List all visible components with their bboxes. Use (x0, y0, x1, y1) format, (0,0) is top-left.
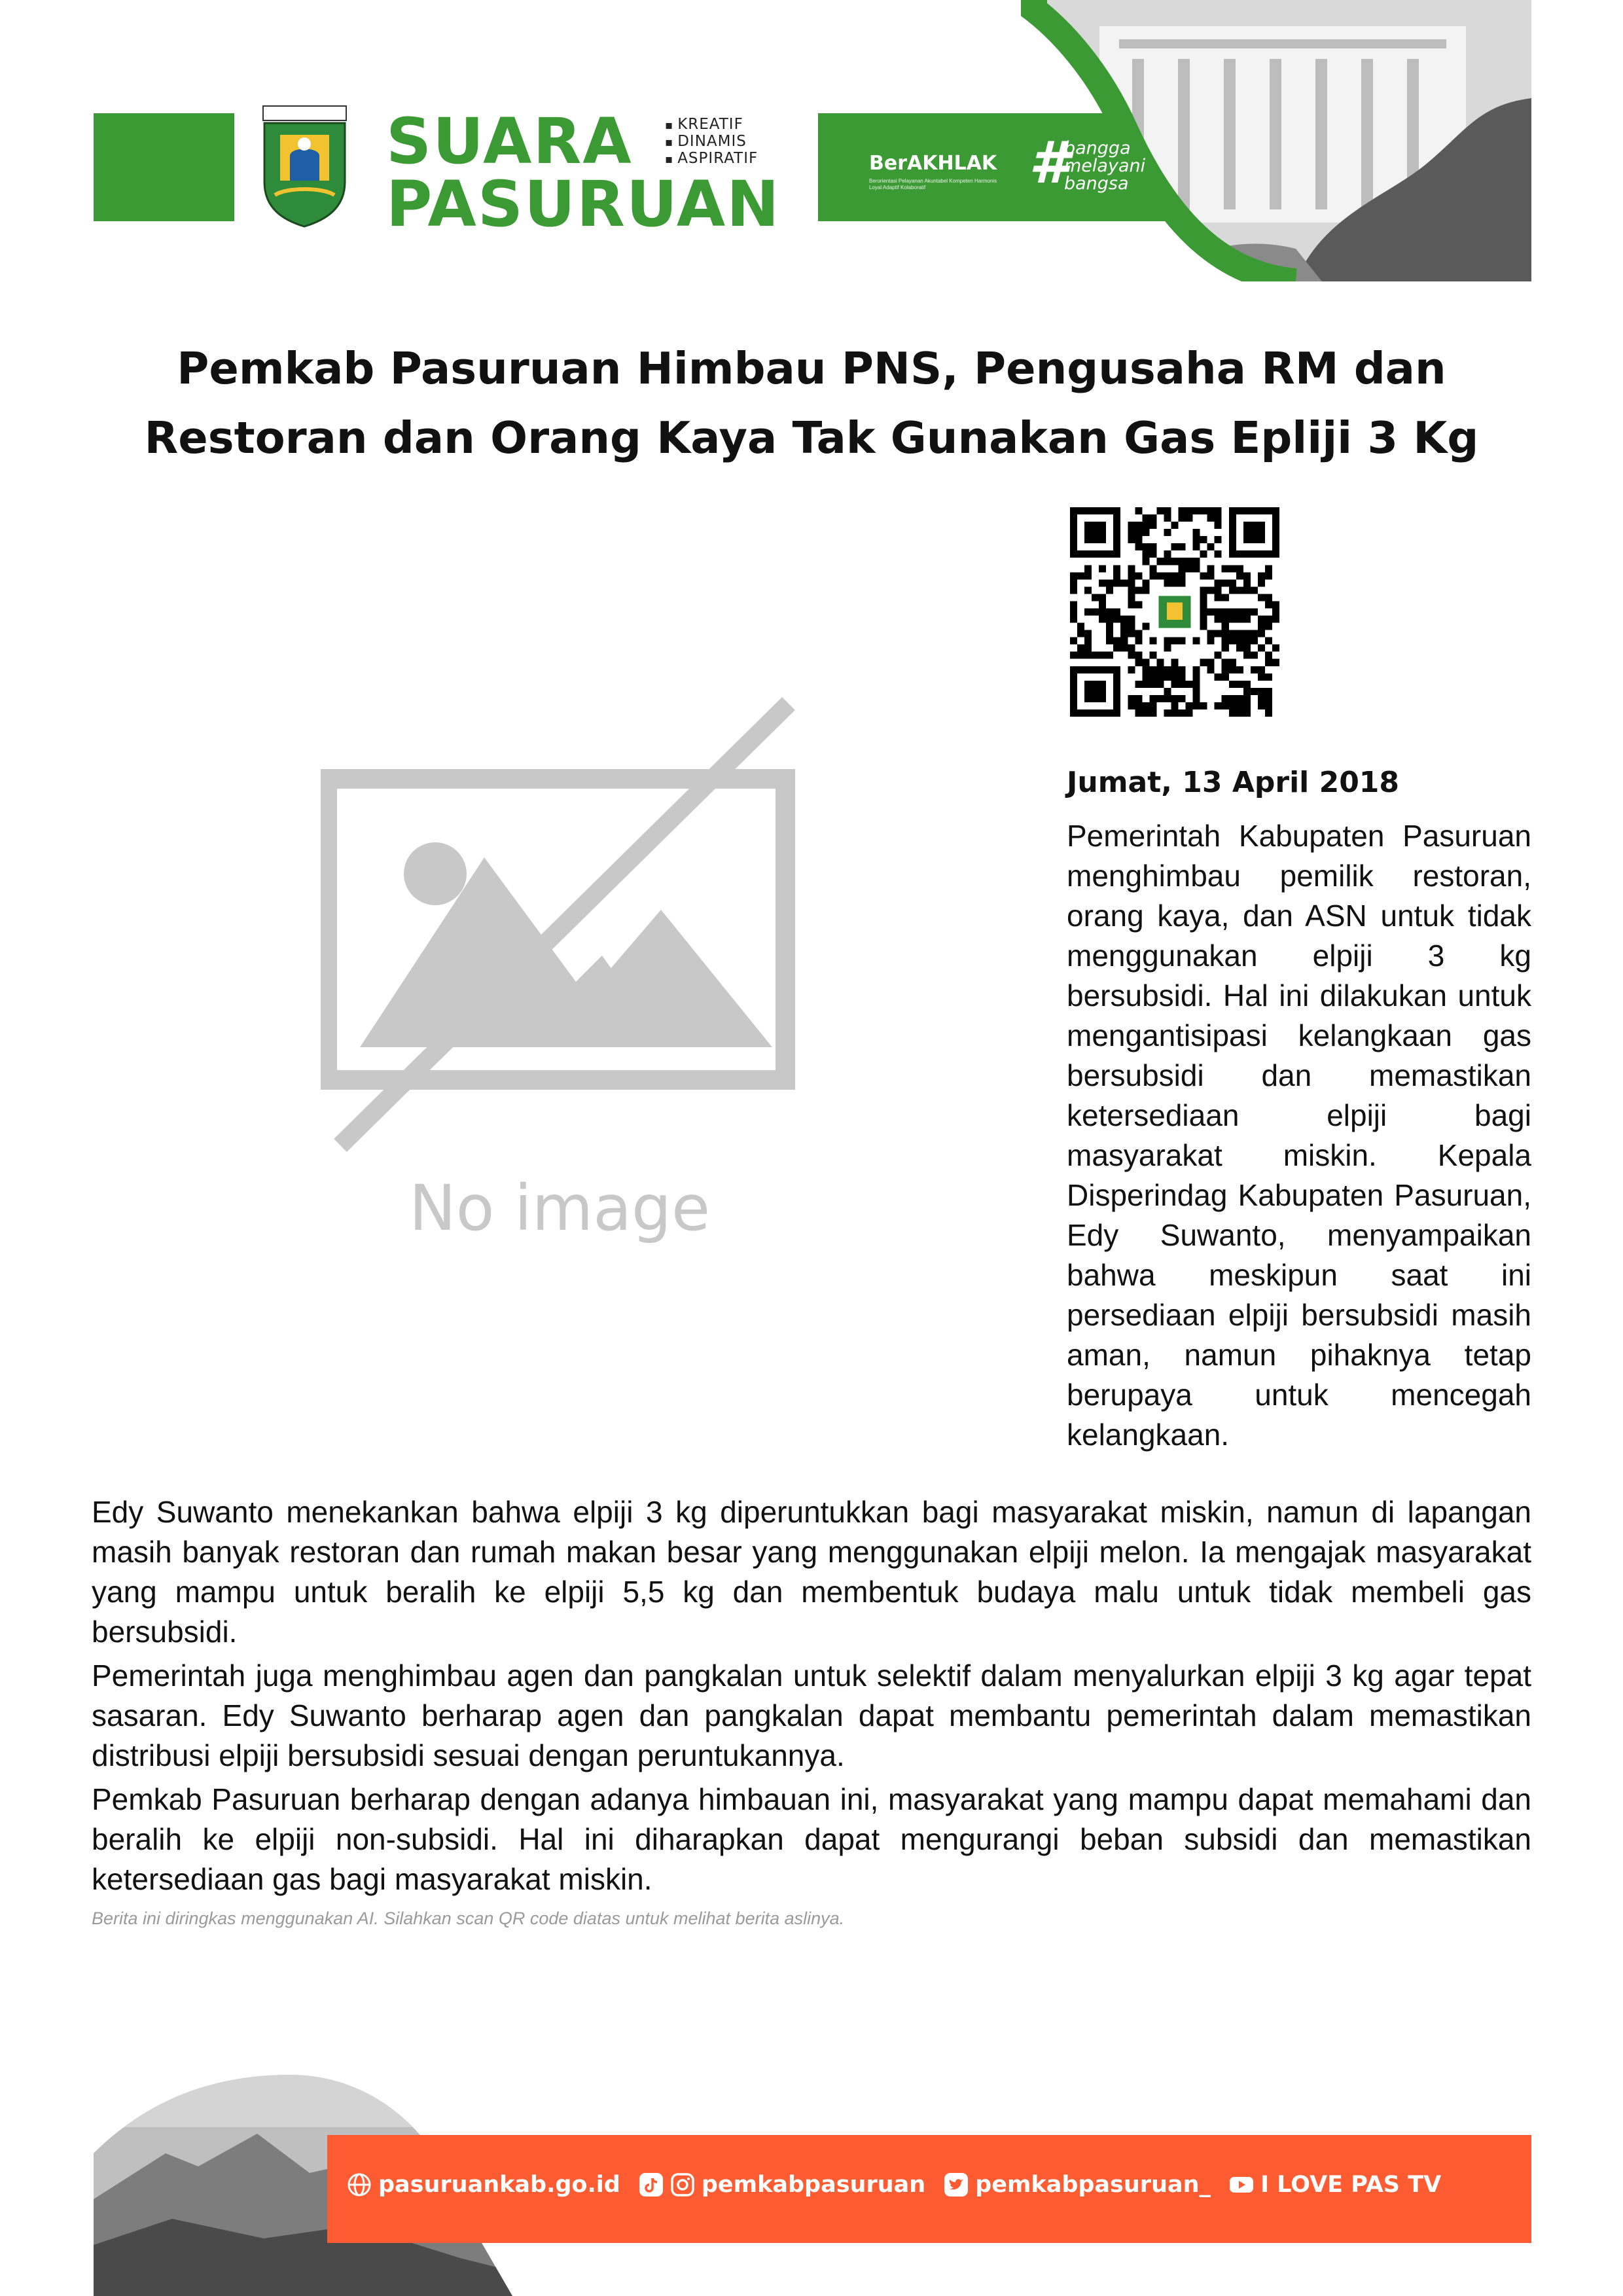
tiktok-instagram-handle: pemkabpasuruan (701, 2172, 926, 2198)
footer-youtube-link[interactable] (1229, 2172, 1441, 2198)
header-green-bar-left (94, 113, 234, 221)
article-title (79, 334, 1544, 473)
berakhlak-subtitle: Berorientasi Pelayanan Akuntabel Kompeten Harmonis Loyal Adaptif Kolaboratif (869, 178, 997, 190)
slogan-line: bangga (1064, 138, 1131, 158)
no-image-label: No image (408, 1172, 711, 1245)
pasuruan-crest-logo (260, 103, 349, 228)
footer-tiktok-instagram-link[interactable] (639, 2172, 925, 2198)
article-date: Jumat, 13 April 2018 (1067, 766, 1400, 799)
footer-twitter-link[interactable] (944, 2172, 1211, 2198)
brand-line-1: SUARA (386, 105, 633, 178)
tagline-item: ▪ ASPIRATIF (665, 151, 758, 168)
tagline-item: ▪ DINAMIS (665, 134, 758, 151)
title-line-2: Restoran dan Orang Kaya Tak Gunakan Gas Epliji 3 Kg (144, 412, 1479, 463)
ai-summary-note: Berita ini diringkas menggunakan AI. Silahkan scan QR code diatas untuk melihat berita aslinya. (92, 1909, 845, 1928)
slogan (1064, 139, 1145, 192)
youtube-channel: I LOVE PAS TV (1260, 2172, 1442, 2198)
instagram-icon (670, 2172, 695, 2197)
article-paragraph: Edy Suwanto menekankan bahwa elpiji 3 kg diperuntukkan bagi masyarakat miskin, namun di lapangan masih banyak restoran dan rumah makan besar yang menggunakan elpiji melon. Ia mengajak masyarakat yang mampu untuk beralih ke elpiji 5,5 kg dan membentuk budaya malu untuk tidak membeli gas bersubsidi. (92, 1495, 1531, 1649)
twitter-icon (944, 2172, 969, 2197)
globe-icon (347, 2172, 372, 2197)
berakhlak-logo: BerAKHLAK (869, 152, 997, 175)
slogan-line: bangsa (1064, 173, 1129, 194)
qr-code[interactable] (1070, 507, 1279, 717)
article-lead: Pemerintah Kabupaten Pasuruan menghimbau pemilik restoran, orang kaya, dan ASN untuk tidak menggunakan elpiji 3 kg bersubsidi. Hal ini dilakukan untuk mengantisipasi kelangkaan gas bersubsidi dan memastikan ketersediaan elpiji bagi masyarakat miskin. Kepala Disperindag Kabupaten Pasuruan, Edy Suwanto, menyampaikan bahwa meskipun saat ini persediaan elpiji bersubsidi masih aman, namun pihaknya tetap berupaya untuk mencegah kelangkaan. (1067, 819, 1531, 1452)
youtube-icon (1229, 2172, 1254, 2197)
website-text: pasuruankab.go.id (378, 2172, 620, 2198)
title-line-1: Pemkab Pasuruan Himbau PNS, Pengusaha RM dan (177, 343, 1446, 394)
article-body (92, 1492, 1531, 1903)
footer-website-link[interactable] (347, 2172, 620, 2198)
hashtag-icon: # (1029, 129, 1069, 196)
article-paragraph: Pemerintah juga menghimbau agen dan pangkalan untuk selektif dalam menyalurkan elpiji 3 kg agar tepat sasaran. Edy Suwanto berharap agen dan pangkalan dapat membantu pemerintah dalam memastikan distribusi elpiji bersubsidi sesuai dengan peruntukannya. (92, 1659, 1531, 1772)
slogan-line: melayani (1064, 156, 1146, 176)
brand-tagline (665, 117, 758, 168)
brand-line-2: PASURUAN (386, 168, 781, 241)
tiktok-icon (639, 2172, 664, 2197)
article-paragraph: Pemkab Pasuruan berharap dengan adanya himbauan ini, masyarakat yang mampu dapat memahami dan beralih ke elpiji non-subsidi. Hal ini diharapkan dapat mengurangi beban subsidi dan memastikan ketersediaan gas bagi masyarakat miskin. (92, 1782, 1531, 1896)
tagline-item: ▪ KREATIF (665, 117, 758, 134)
twitter-handle: pemkabpasuruan_ (975, 2172, 1211, 2198)
footer-social-links (347, 2172, 1459, 2198)
